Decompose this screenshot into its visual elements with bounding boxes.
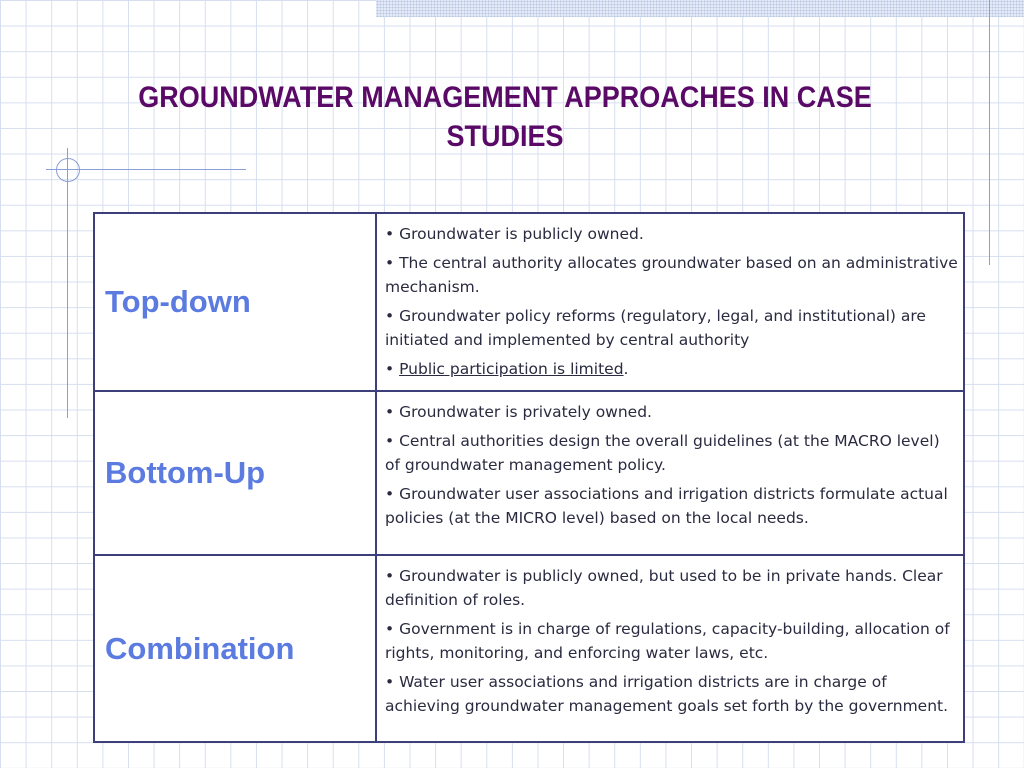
row-label: Bottom-Up [105, 455, 266, 490]
row-description-cell [376, 213, 964, 391]
bullet-text: • Water user associations and irrigation districts are in charge of achieving groundwater management goals set forth by the government. [385, 673, 949, 715]
slide-title: GROUNDWATER MANAGEMENT APPROACHES IN CASE STUDIES [138, 81, 872, 153]
bullet-text: • Groundwater is publicly owned, but used to be in private hands. Clear definition of roles. [385, 567, 943, 609]
row-label-cell [94, 213, 376, 391]
bullet-text: • Government is in charge of regulations, capacity-building, allocation of rights, monitoring, and enforcing water laws, etc. [385, 620, 950, 662]
bullet-text: • Groundwater user associations and irrigation districts formulate actual policies (at the MICRO level) based on the local needs. [385, 485, 948, 527]
bullet-text: • Groundwater is publicly owned. [385, 225, 644, 243]
right-vertical-rule [989, 0, 990, 265]
left-vertical-rule [67, 148, 68, 418]
bullet-suffix: . [623, 360, 629, 378]
table-row [94, 213, 964, 391]
row-label-cell [94, 391, 376, 555]
table-row [94, 391, 964, 555]
approaches-table [93, 212, 965, 743]
row-label: Combination [105, 630, 295, 666]
underlined-text: Public participation is limited [399, 360, 624, 378]
top-decorative-band [376, 0, 1024, 17]
bullet-text: • The central authority allocates groundwater based on an administrative mechanism. [385, 254, 958, 296]
bullet-text: • Central authorities design the overall guidelines (at the MACRO level) of groundwater management policy. [385, 432, 940, 474]
row-description-cell [376, 555, 964, 742]
row-label: Top-down [105, 284, 251, 319]
bullet-prefix: • [385, 360, 400, 378]
bullet-text [385, 357, 959, 381]
bullet-text: • Groundwater is privately owned. [385, 403, 652, 421]
row-label-cell [94, 555, 376, 742]
bullet-text: • Groundwater policy reforms (regulatory, legal, and institutional) are initiated and implemented by central authority [385, 307, 926, 349]
crosshair-ornament [56, 158, 80, 182]
row-description-cell [376, 391, 964, 555]
table-row [94, 555, 964, 742]
